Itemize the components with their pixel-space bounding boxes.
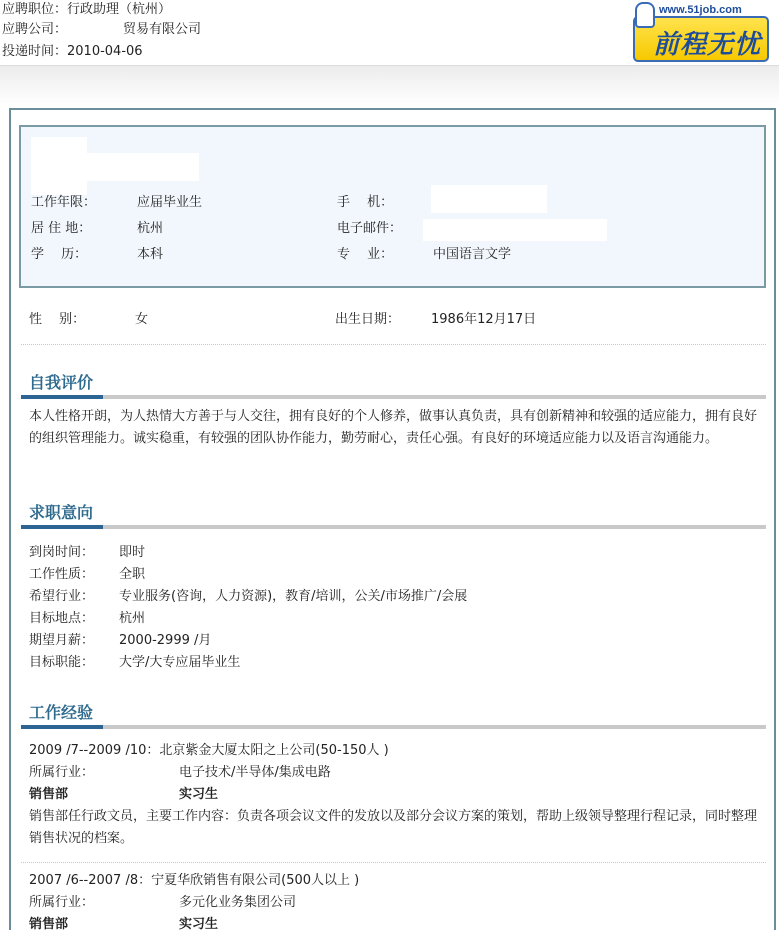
company-value: 贸易有限公司 [123, 22, 202, 37]
company-label: 应聘公司： [2, 22, 68, 37]
intention-row [29, 630, 211, 652]
intention-label: 目标地点： [29, 611, 95, 626]
residence-label: 居 住 地： [31, 221, 92, 236]
intention-value: 大学/大专应届毕业生 [119, 655, 241, 670]
intention-label: 到岗时间： [29, 545, 95, 560]
company-row [2, 20, 201, 40]
intention-row [29, 542, 145, 564]
industry-value: 电子技术/半导体/集成电路 [179, 765, 331, 780]
name-redacted [31, 137, 87, 195]
section-bar [21, 525, 766, 529]
gender-value: 女 [135, 312, 149, 327]
work-years-label: 工作年限： [31, 195, 97, 210]
section-bar-accent [21, 395, 103, 399]
birth-value: 1986年12月17日 [431, 312, 537, 327]
job-entry [29, 870, 759, 930]
intention-value: 全职 [119, 567, 146, 582]
intention-value: 杭州 [119, 611, 146, 626]
position-value: 行政助理（杭州） [67, 2, 172, 17]
date-label: 投递时间： [2, 44, 68, 59]
logo-brand: 前程无忧 [653, 30, 762, 60]
work-experience-title: 工作经验 [29, 703, 94, 722]
resume-frame [9, 108, 776, 930]
email-label: 电子邮件： [337, 221, 403, 236]
name-redacted-2 [87, 153, 199, 181]
industry-label: 所属行业： [29, 765, 95, 780]
intention-value: 即时 [119, 545, 146, 560]
job-intention-title: 求职意向 [29, 503, 94, 522]
mobile-redacted [431, 185, 547, 213]
job-period-company: 2007 /6--2007 /8：宁夏华欣销售有限公司(500人以上 ) [29, 873, 360, 888]
self-evaluation-title: 自我评价 [29, 373, 94, 392]
industry-label: 所属行业： [29, 895, 95, 910]
gender-label: 性 别： [29, 312, 86, 327]
intention-label: 工作性质： [29, 567, 95, 582]
self-evaluation-text: 本人性格开朗，为人热情大方善于与人交往，拥有良好的个人修养，做事认真负责，具有创新精神和较强的适应能力，拥有良好的组织管理能力。诚实稳重，有较强的团队协作能力，勤劳耐心，责任心强。有良好的环境适应能力以及语言沟通能力。 [29, 409, 758, 446]
email-redacted [423, 219, 607, 241]
intention-label: 期望月薪： [29, 633, 95, 648]
51job-logo[interactable] [633, 4, 771, 64]
education-label: 学 历： [31, 247, 88, 262]
intention-row [29, 652, 240, 674]
education-value: 本科 [137, 247, 164, 262]
application-header [0, 0, 779, 66]
job-description: 销售部任行政文员，主要工作内容：负责各项会议文件的发放以及部分会议方案的策划，帮助上级领导整理行程记录，同时整理销售状况的档案。 [29, 809, 758, 846]
intention-label: 目标职能： [29, 655, 95, 670]
hand-icon [635, 2, 655, 28]
position-row [2, 0, 171, 20]
intention-value: 专业服务(咨询，人力资源)，教育/培训，公关/市场推广/会展 [119, 589, 468, 604]
major-value: 中国语言文学 [433, 247, 512, 262]
header-shade [0, 66, 779, 106]
mobile-label: 手 机： [337, 195, 394, 210]
intention-label: 希望行业： [29, 589, 95, 604]
intention-value: 2000-2999 /月 [119, 633, 212, 648]
divider [21, 862, 766, 863]
profile-box [19, 125, 766, 288]
intention-row [29, 608, 145, 630]
date-row [2, 42, 143, 62]
department: 销售部 [29, 787, 69, 802]
department: 销售部 [29, 917, 69, 930]
birth-label: 出生日期： [335, 312, 401, 327]
major-label: 专 业： [337, 247, 394, 262]
work-years-value: 应届毕业生 [137, 195, 203, 210]
position-label: 应聘职位： [2, 2, 68, 17]
section-bar-accent [21, 725, 103, 729]
industry-value: 多元化业务集团公司 [179, 895, 297, 910]
section-bar-accent [21, 525, 103, 529]
residence-value: 杭州 [137, 221, 164, 236]
logo-url: www.51job.com [659, 4, 742, 16]
role: 实习生 [179, 917, 219, 930]
section-bar [21, 395, 766, 399]
section-bar [21, 725, 766, 729]
divider [21, 344, 766, 345]
intention-row [29, 586, 467, 608]
role: 实习生 [179, 787, 219, 802]
date-value: 2010-04-06 [67, 44, 143, 59]
job-period-company: 2009 /7--2009 /10：北京紫金大厦太阳之上公司(50-150人 ) [29, 743, 389, 758]
intention-row [29, 564, 145, 586]
job-entry [29, 740, 759, 850]
